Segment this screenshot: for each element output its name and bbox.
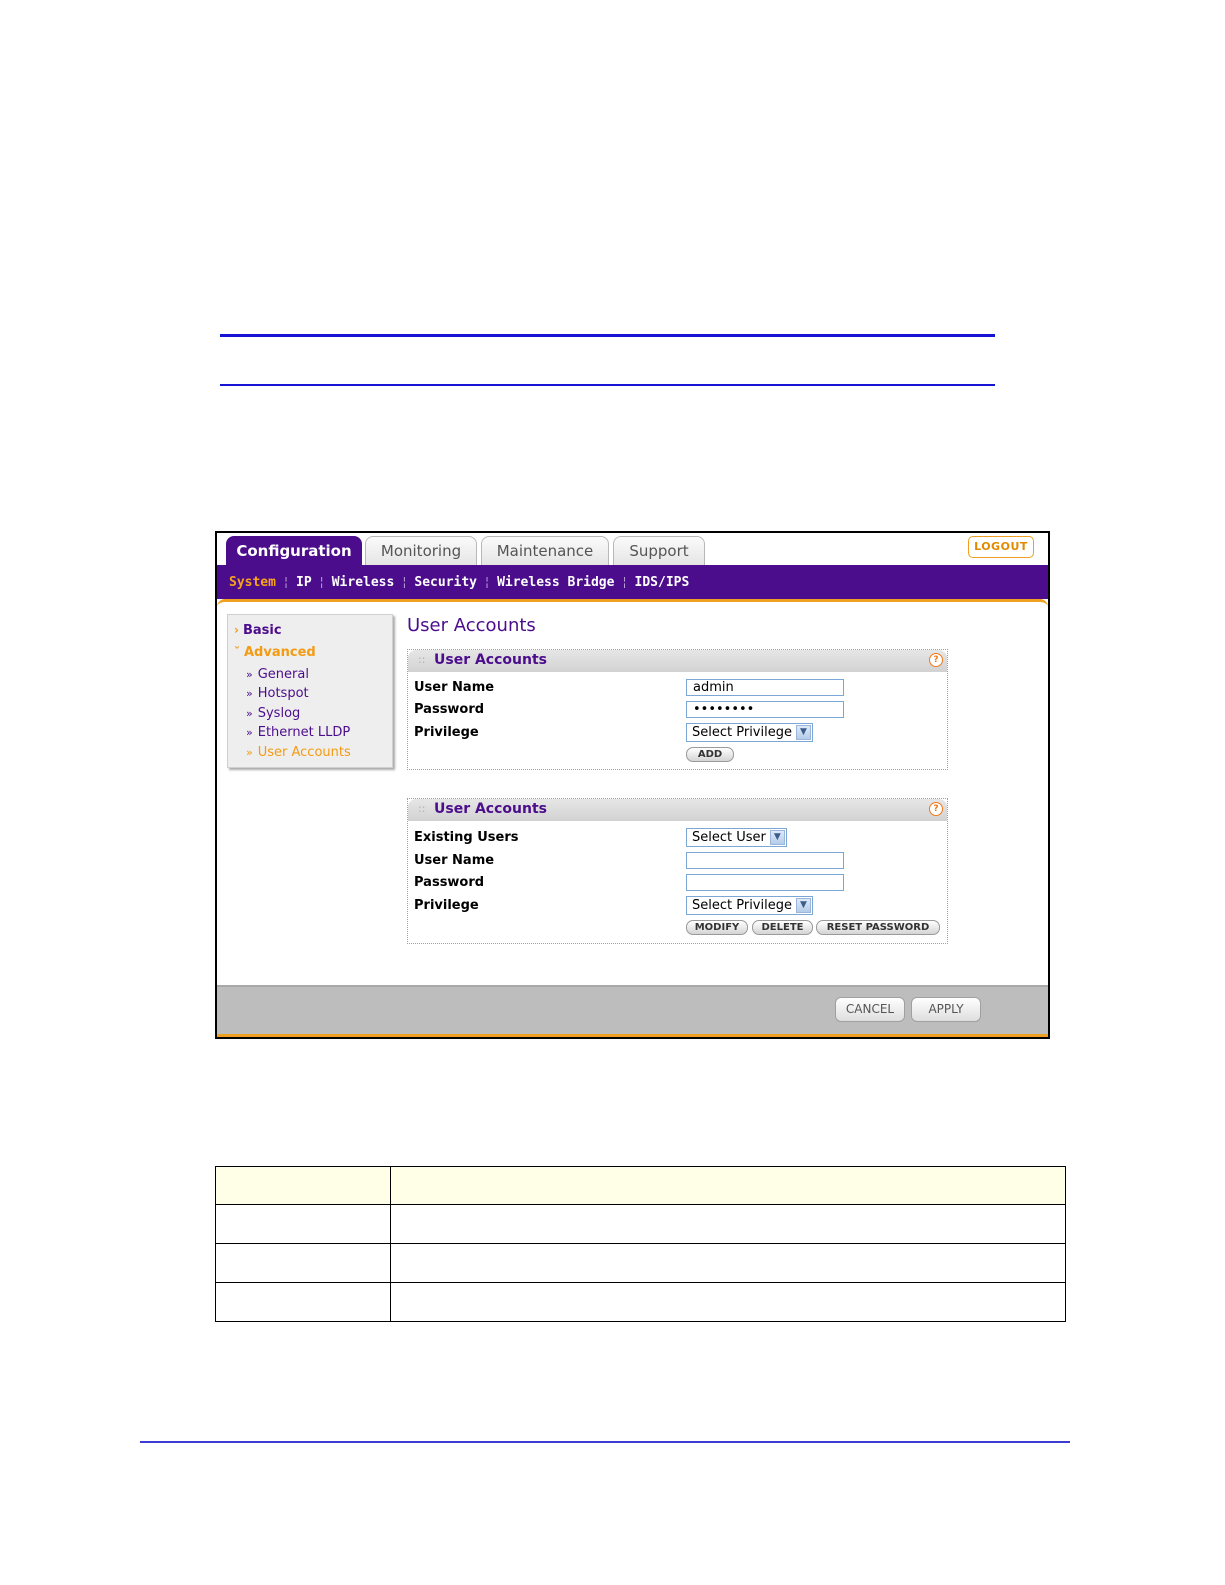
sidebar-item-basic[interactable] [234, 623, 282, 638]
privilege-label: Privilege [414, 898, 479, 913]
chevron-right-icon: › [234, 623, 239, 637]
logout-button[interactable]: LOGOUT [968, 536, 1034, 558]
grip-icon: :: [418, 802, 426, 815]
sidebar-item-hotspot[interactable] [246, 686, 309, 701]
edit-username-input[interactable] [686, 852, 844, 869]
existing-users-label: Existing Users [414, 830, 519, 845]
table-cell [391, 1205, 1066, 1244]
subnav-ip[interactable]: IP [296, 574, 312, 590]
table-header-cell [391, 1167, 1066, 1205]
top-rule [220, 334, 995, 337]
subnav-separator: ¦ [283, 575, 289, 589]
chevron-down-icon: ▼ [770, 830, 785, 845]
password-label: Password [414, 702, 485, 717]
privilege-select-value: Select Privilege [692, 725, 792, 740]
panel-header [408, 799, 947, 821]
footer-rule [140, 1441, 1070, 1443]
password-input[interactable]: •••••••• [686, 701, 844, 718]
edit-password-input[interactable] [686, 874, 844, 891]
subnav-bar [217, 565, 1048, 599]
table-row [216, 1283, 1066, 1322]
sidebar-item-label: Advanced [244, 645, 316, 660]
chevron-down-icon: ˇ [234, 645, 240, 659]
subnav-separator: ¦ [319, 575, 324, 589]
sidebar-item-advanced[interactable] [234, 645, 316, 660]
help-icon[interactable]: ? [929, 802, 943, 816]
password-label: Password [414, 875, 485, 890]
reset-password-button[interactable]: RESET PASSWORD [816, 920, 940, 935]
main-tabs [217, 533, 1048, 566]
panel-title: User Accounts [434, 801, 547, 817]
table-cell [216, 1283, 391, 1322]
add-user-panel [407, 649, 948, 770]
double-chevron-icon: » [246, 726, 253, 739]
tab-support[interactable]: Support [613, 536, 705, 566]
sidebar-item-label: Basic [242, 623, 282, 638]
subnav-ids-ips[interactable]: IDS/IPS [634, 574, 690, 590]
sidebar-item-syslog[interactable] [246, 706, 300, 721]
cancel-button[interactable]: CANCEL [835, 997, 905, 1022]
edit-user-panel [407, 798, 948, 944]
subnav-wireless-bridge[interactable]: Wireless Bridge [497, 574, 615, 590]
subnav-wireless[interactable]: Wireless [331, 574, 395, 590]
add-button[interactable]: ADD [686, 747, 734, 762]
delete-button[interactable]: DELETE [752, 920, 813, 935]
tab-maintenance[interactable]: Maintenance [481, 536, 609, 566]
content-area [217, 599, 1048, 985]
table-header-row [216, 1167, 1066, 1205]
sidebar-item-general[interactable] [246, 667, 309, 682]
table-cell [216, 1205, 391, 1244]
username-label: User Name [414, 853, 495, 868]
table-cell [216, 1244, 391, 1283]
grip-icon: :: [418, 653, 426, 666]
sidebar-item-label: Ethernet LLDP [257, 725, 351, 740]
double-chevron-icon: » [246, 746, 253, 759]
sidebar-item-label: User Accounts [257, 745, 351, 760]
double-chevron-icon: » [246, 687, 253, 700]
username-label: User Name [414, 680, 495, 695]
action-bar [217, 985, 1048, 1037]
sidebar-item-label: Syslog [257, 706, 301, 721]
existing-users-select[interactable] [686, 828, 787, 847]
double-chevron-icon: » [246, 707, 253, 720]
screenshot-frame [215, 531, 1050, 1039]
apply-button[interactable]: APPLY [911, 997, 981, 1022]
table-row [216, 1205, 1066, 1244]
subnav-system[interactable]: System [229, 574, 276, 590]
sidebar-item-label: Hotspot [257, 686, 309, 701]
sidebar-item-label: General [257, 667, 309, 682]
table-cell [391, 1283, 1066, 1322]
page-title: User Accounts [407, 615, 536, 636]
chevron-down-icon: ▼ [796, 725, 811, 740]
tab-configuration[interactable]: Configuration [226, 536, 362, 567]
subnav-separator: ¦ [622, 575, 627, 589]
sidebar [227, 614, 393, 768]
subnav-separator: ¦ [485, 575, 490, 589]
edit-privilege-select[interactable] [686, 896, 813, 915]
subnav-security[interactable]: Security [414, 574, 478, 590]
sidebar-item-ethernet-lldp[interactable] [246, 725, 350, 740]
description-table [215, 1166, 1066, 1322]
privilege-select-value: Select Privilege [692, 898, 792, 913]
privilege-label: Privilege [414, 725, 479, 740]
table-row [216, 1244, 1066, 1283]
table-cell [391, 1244, 1066, 1283]
header-rule [220, 384, 995, 386]
double-chevron-icon: » [246, 668, 253, 681]
table-header-cell [216, 1167, 391, 1205]
existing-users-select-value: Select User [692, 830, 766, 845]
sidebar-item-user-accounts[interactable] [246, 745, 351, 760]
username-input[interactable]: admin [686, 679, 844, 696]
subnav-separator: ¦ [402, 575, 407, 589]
tab-monitoring[interactable]: Monitoring [365, 536, 477, 566]
modify-button[interactable]: MODIFY [686, 920, 748, 935]
privilege-select[interactable] [686, 723, 813, 742]
panel-title: User Accounts [434, 652, 547, 668]
help-icon[interactable]: ? [929, 653, 943, 667]
chevron-down-icon: ▼ [796, 898, 811, 913]
panel-header [408, 650, 947, 672]
